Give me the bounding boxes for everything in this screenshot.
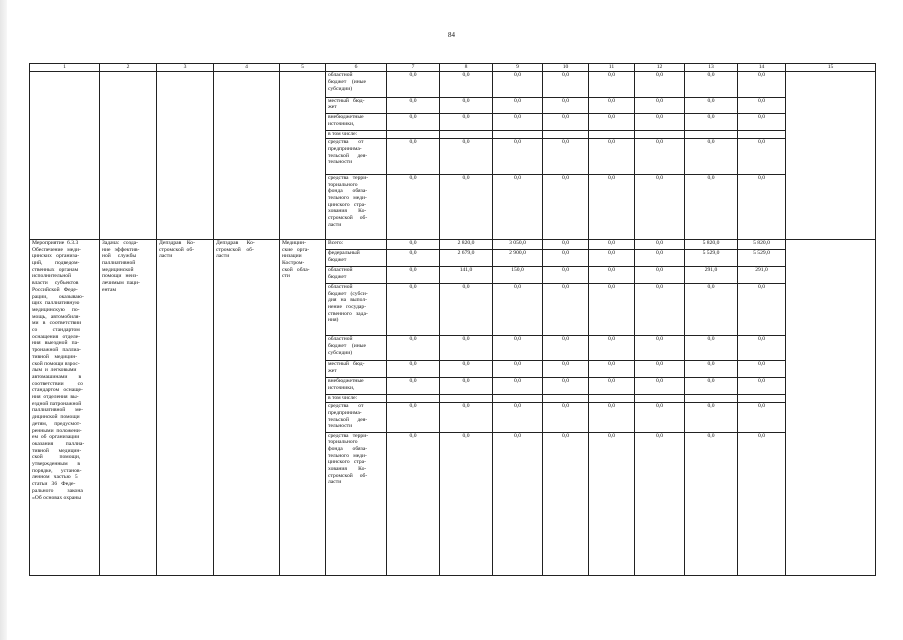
value-cell: 0,0	[387, 174, 440, 239]
value-cell: 0,0	[440, 432, 493, 576]
value-cell: 0,0	[440, 361, 493, 378]
value-cell: 0,0	[685, 432, 738, 576]
value-cell: 0,0	[738, 403, 786, 432]
value-cell: 0,0	[589, 239, 635, 249]
value-cell: 0,0	[440, 378, 493, 395]
value-cell: 0,0	[543, 174, 589, 239]
column-number: 5	[280, 64, 326, 72]
column-number: 2	[100, 64, 157, 72]
value-cell: 0,0	[543, 250, 589, 267]
value-cell	[685, 131, 738, 139]
value-cell: 0,0	[493, 378, 543, 395]
value-cell: 0,0	[440, 139, 493, 175]
value-cell: 0,0	[543, 432, 589, 576]
empty-cell	[280, 72, 326, 240]
funding-source-cell: средства терри- ториального фонда обяза- тельного меди- цинского стра- хования Ко- стромской об- ласти	[326, 432, 387, 576]
value-cell: 0,0	[543, 361, 589, 378]
column-number: 14	[738, 64, 786, 72]
funding-source-cell: внебюджетные источники,	[326, 378, 387, 395]
value-cell	[635, 131, 685, 139]
value-cell: 0,0	[635, 378, 685, 395]
value-cell: 2 679,0	[440, 250, 493, 267]
value-cell: 3 050,0	[493, 239, 543, 249]
value-cell: 2 820,0	[440, 239, 493, 249]
value-cell: 0,0	[493, 336, 543, 361]
value-cell: 5 529,0	[738, 250, 786, 267]
budget-table	[29, 63, 876, 576]
value-cell	[738, 131, 786, 139]
value-cell: 0,0	[738, 97, 786, 114]
value-cell	[440, 394, 493, 402]
value-cell: 0,0	[635, 239, 685, 249]
value-cell: 0,0	[685, 72, 738, 97]
value-cell: 0,0	[589, 250, 635, 267]
value-cell: 5 820,0	[738, 239, 786, 249]
funding-source-cell: областной бюджет (субси- дия на выпол- нение государ- ственного зада- ния)	[326, 283, 387, 335]
value-cell: 0,0	[543, 114, 589, 131]
value-cell: 0,0	[440, 403, 493, 432]
value-cell: 0,0	[493, 174, 543, 239]
measure-cell: Мероприятие 6.3.3 Обеспечение меди- цинских организа- ций, подведом- ственных органам исполнительной власти субъектов Российской Феде- рации, оказываю- щих паллиативную медицинскую по- мощь, автомобиля- ми в соответствии со стандартом оснащения отделе- ния выездной па- тронажной паллиа- тивной медицин- ской помощи взрос- лым и легковыми автомашинами в соответствии со стандартом оснаще- ния отделения вы- ездной патронажной паллиативной ме- дицинской помощи детям, предусмот- ренными положени- ем об организации оказания паллиа- тивной медицин- ской помощи, утвержденным в порядке, установ- ленном частью 5 статьи 36 Феде- рального закона «Об основах охраны	[30, 239, 100, 575]
value-cell: 0,0	[635, 283, 685, 335]
empty-cell	[100, 72, 157, 240]
value-cell: 5 820,0	[685, 239, 738, 249]
value-cell: 0,0	[635, 336, 685, 361]
value-cell: 0,0	[387, 72, 440, 97]
value-cell	[738, 394, 786, 402]
value-cell: 0,0	[493, 97, 543, 114]
value-cell: 0,0	[738, 336, 786, 361]
executor-cell: Депздрав Ко- стромской об- ласти	[214, 239, 280, 575]
column-number: 3	[157, 64, 214, 72]
value-cell: 0,0	[589, 72, 635, 97]
funding-source-cell: Всего:	[326, 239, 387, 249]
value-cell: 0,0	[635, 72, 685, 97]
value-cell: 0,0	[440, 336, 493, 361]
value-cell: 0,0	[685, 283, 738, 335]
value-cell: 0,0	[493, 361, 543, 378]
funding-source-cell: областной бюджет	[326, 267, 387, 284]
value-cell: 0,0	[635, 174, 685, 239]
value-cell: 150,0	[493, 267, 543, 284]
column-number: 4	[214, 64, 280, 72]
participants-cell: Медицин- ские орга- низации Костром- ской обла- сти	[280, 239, 326, 575]
column-number: 11	[589, 64, 635, 72]
value-cell: 0,0	[543, 267, 589, 284]
empty-cell	[786, 72, 876, 240]
value-cell: 0,0	[543, 283, 589, 335]
value-cell	[589, 394, 635, 402]
value-cell: 5 529,0	[685, 250, 738, 267]
value-cell: 0,0	[493, 139, 543, 175]
value-cell	[387, 131, 440, 139]
value-cell: 0,0	[635, 403, 685, 432]
value-cell: 0,0	[387, 139, 440, 175]
value-cell: 0,0	[589, 114, 635, 131]
value-cell: 0,0	[738, 378, 786, 395]
funding-source-cell: средства от предпринима- тельской дея- тельности	[326, 403, 387, 432]
value-cell	[589, 131, 635, 139]
value-cell: 0,0	[589, 336, 635, 361]
value-cell: 0,0	[685, 336, 738, 361]
column-number: 7	[387, 64, 440, 72]
funding-source-cell: областной бюджет (иные субсидии)	[326, 336, 387, 361]
funding-source-cell: в том числе:	[326, 394, 387, 402]
value-cell	[387, 394, 440, 402]
value-cell: 0,0	[387, 97, 440, 114]
value-cell: 0,0	[635, 114, 685, 131]
value-cell: 0,0	[387, 403, 440, 432]
value-cell: 0,0	[543, 403, 589, 432]
page-number: 84	[448, 31, 455, 39]
empty-cell	[30, 72, 100, 240]
value-cell	[493, 394, 543, 402]
value-cell: 0,0	[543, 139, 589, 175]
value-cell: 0,0	[493, 403, 543, 432]
empty-cell	[786, 239, 876, 575]
funding-source-cell: в том числе:	[326, 131, 387, 139]
value-cell: 0,0	[685, 114, 738, 131]
value-cell: 0,0	[685, 378, 738, 395]
value-cell: 0,0	[685, 174, 738, 239]
value-cell	[635, 394, 685, 402]
value-cell: 0,0	[543, 97, 589, 114]
empty-cell	[157, 72, 214, 240]
table-row	[30, 239, 876, 249]
value-cell: 0,0	[635, 361, 685, 378]
funding-source-cell: средства от предпринима- тельской дея- тельности	[326, 139, 387, 175]
value-cell: 0,0	[685, 403, 738, 432]
value-cell: 0,0	[387, 267, 440, 284]
value-cell	[440, 131, 493, 139]
value-cell: 0,0	[589, 403, 635, 432]
value-cell: 0,0	[387, 432, 440, 576]
value-cell	[685, 394, 738, 402]
value-cell: 0,0	[493, 72, 543, 97]
column-number: 15	[786, 64, 876, 72]
value-cell: 0,0	[493, 432, 543, 576]
column-number: 13	[685, 64, 738, 72]
value-cell: 0,0	[589, 378, 635, 395]
column-number: 12	[635, 64, 685, 72]
scan-edge-strip	[0, 0, 7, 640]
value-cell	[543, 394, 589, 402]
value-cell: 0,0	[685, 97, 738, 114]
column-number-row	[30, 64, 876, 72]
table-body	[30, 64, 876, 576]
value-cell: 0,0	[440, 97, 493, 114]
value-cell: 0,0	[589, 139, 635, 175]
value-cell: 291,0	[738, 267, 786, 284]
coordinator-cell: Депздрав Ко- стромской об- ласти	[157, 239, 214, 575]
value-cell	[493, 131, 543, 139]
value-cell: 0,0	[635, 267, 685, 284]
value-cell: 0,0	[589, 361, 635, 378]
value-cell: 0,0	[685, 139, 738, 175]
column-number: 9	[493, 64, 543, 72]
value-cell	[543, 131, 589, 139]
funding-source-cell: федеральный бюджет	[326, 250, 387, 267]
column-number: 10	[543, 64, 589, 72]
value-cell: 0,0	[738, 283, 786, 335]
funding-source-cell: внебюджетные источники,	[326, 114, 387, 131]
task-cell: Задача: созда- ние эффектив- ной службы паллиативной медицинской помощи неиз- лечимым паци- ентам	[100, 239, 157, 575]
value-cell: 0,0	[635, 250, 685, 267]
value-cell: 0,0	[589, 97, 635, 114]
value-cell: 0,0	[635, 432, 685, 576]
value-cell: 0,0	[493, 114, 543, 131]
value-cell: 0,0	[738, 361, 786, 378]
value-cell: 0,0	[387, 239, 440, 249]
funding-source-cell: средства терри- ториального фонда обяза- тельного меди- цинского стра- хования Ко- стромской об- ласти	[326, 174, 387, 239]
funding-source-cell: областной бюджет (иные субсидии)	[326, 72, 387, 97]
value-cell: 0,0	[440, 114, 493, 131]
value-cell: 0,0	[387, 114, 440, 131]
value-cell: 0,0	[387, 378, 440, 395]
value-cell: 0,0	[589, 267, 635, 284]
value-cell: 141,0	[440, 267, 493, 284]
value-cell: 0,0	[543, 72, 589, 97]
value-cell: 0,0	[387, 336, 440, 361]
funding-source-cell: местный бюд- жет	[326, 361, 387, 378]
value-cell: 291,0	[685, 267, 738, 284]
value-cell: 0,0	[635, 97, 685, 114]
value-cell: 0,0	[440, 283, 493, 335]
value-cell: 0,0	[738, 432, 786, 576]
value-cell: 0,0	[387, 250, 440, 267]
value-cell: 0,0	[738, 139, 786, 175]
value-cell: 0,0	[440, 72, 493, 97]
value-cell: 0,0	[493, 283, 543, 335]
value-cell: 0,0	[738, 174, 786, 239]
value-cell: 0,0	[440, 174, 493, 239]
column-number: 6	[326, 64, 387, 72]
value-cell: 0,0	[635, 139, 685, 175]
table-row	[30, 72, 876, 97]
value-cell: 0,0	[685, 361, 738, 378]
empty-cell	[214, 72, 280, 240]
value-cell: 0,0	[543, 378, 589, 395]
value-cell: 0,0	[543, 336, 589, 361]
column-number: 8	[440, 64, 493, 72]
column-number: 1	[30, 64, 100, 72]
value-cell: 2 900,0	[493, 250, 543, 267]
value-cell: 0,0	[738, 72, 786, 97]
value-cell: 0,0	[738, 114, 786, 131]
funding-source-cell: местный бюд- жет	[326, 97, 387, 114]
value-cell: 0,0	[589, 283, 635, 335]
value-cell: 0,0	[589, 432, 635, 576]
value-cell: 0,0	[387, 361, 440, 378]
value-cell: 0,0	[589, 174, 635, 239]
value-cell: 0,0	[543, 239, 589, 249]
value-cell: 0,0	[387, 283, 440, 335]
